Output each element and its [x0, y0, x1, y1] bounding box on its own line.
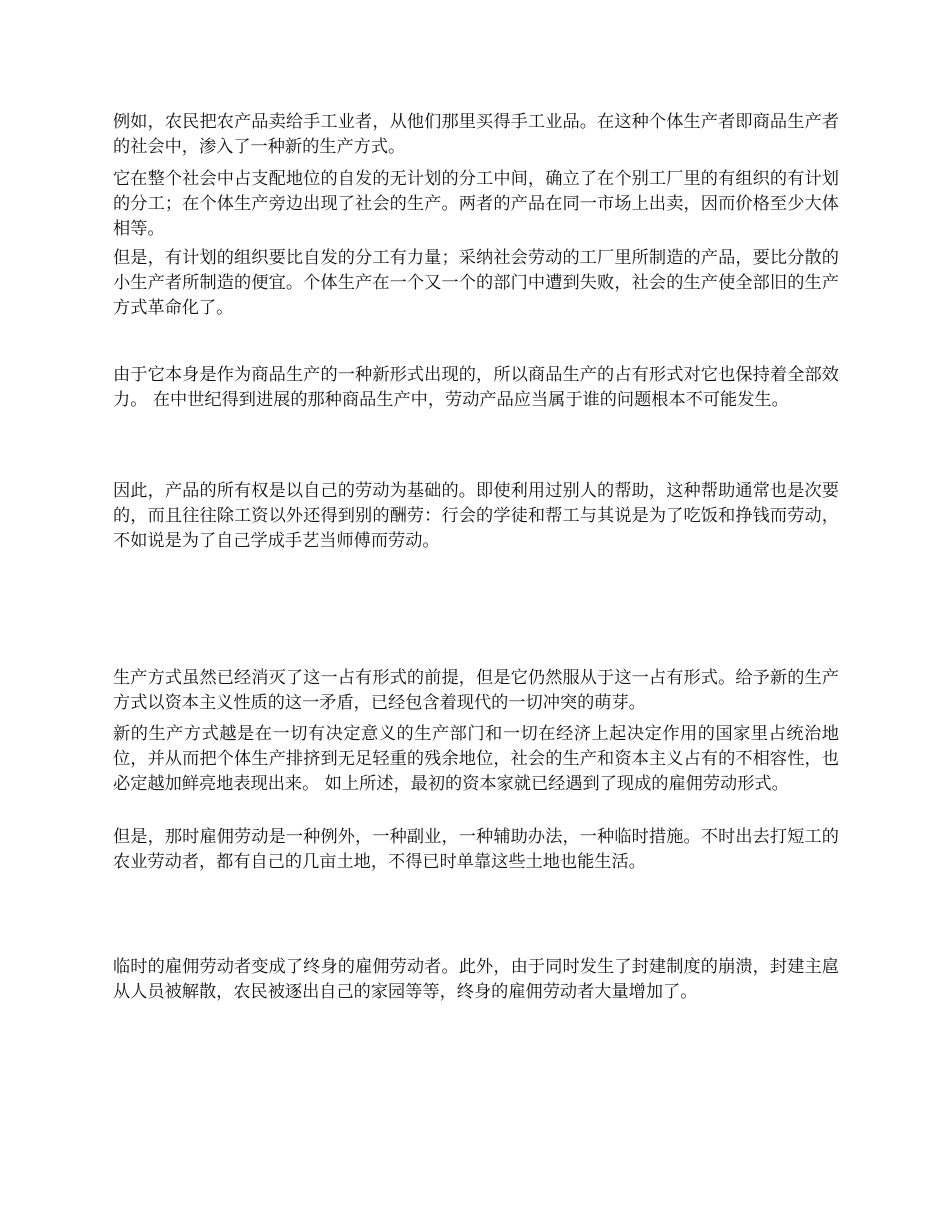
paragraph: 但是，有计划的组织要比自发的分工有力量；采纳社会劳动的工厂里所制造的产品，要比分散的小生产者所制造的便宜。个体生产在一个又一个的部门中遭到失败，社会的生产使全部旧的生产方式革命化了。	[113, 248, 839, 318]
paragraph: 新的生产方式越是在一切有决定意义的生产部门和一切在经济上起决定作用的国家里占统治地位，并从而把个体生产排挤到无足轻重的残余地位，社会的生产和资本主义占有的不相容性，也必定越加鲜亮地表现出来。 如上所述，最初的资本家就已经遇到了现成的雇佣劳动形式。	[113, 724, 839, 794]
paragraph: 例如，农民把农产品卖给手工业者，从他们那里买得手工业品。在这种个体生产者即商品生产者的社会中，渗入了一种新的生产方式。	[113, 112, 839, 157]
paragraph: 它在整个社会中占支配地位的自发的无计划的分工中间，确立了在个别工厂里的有组织的有计划的分工；在个体生产旁边出现了社会的生产。两者的产品在同一市场上出卖，因而价格至少大体相等。	[113, 169, 839, 239]
paragraph: 生产方式虽然已经消灭了这一占有形式的前提，但是它仍然服从于这一占有形式。给予新的生产方式以资本主义性质的这一矛盾，已经包含着现代的一切冲突的萌芽。	[113, 668, 839, 713]
paragraph: 临时的雇佣劳动者变成了终身的雇佣劳动者。此外，由于同时发生了封建制度的崩溃，封建主扈从人员被解散，农民被逐出自己的家园等等，终身的雇佣劳动者大量增加了。	[113, 957, 839, 1002]
paragraph: 由于它本身是作为商品生产的一种新形式出现的，所以商品生产的占有形式对它也保持着全部效力。 在中世纪得到进展的那种商品生产中，劳动产品应当属于谁的问题根本不可能发生。	[113, 365, 839, 410]
paragraph: 因此，产品的所有权是以自己的劳动为基础的。即使利用过别人的帮助，这种帮助通常也是次要的，而且往往除工资以外还得到别的酬劳：行会的学徒和帮工与其说是为了吃饭和挣钱而劳动，不如说是为了自己学成手艺当师傅而劳动。	[113, 481, 839, 551]
paragraph: 但是，那时雇佣劳动是一种例外，一种副业，一种辅助办法，一种临时措施。不时出去打短工的农业劳动者，都有自己的几亩土地，不得已时单靠这些土地也能生活。	[113, 827, 839, 872]
